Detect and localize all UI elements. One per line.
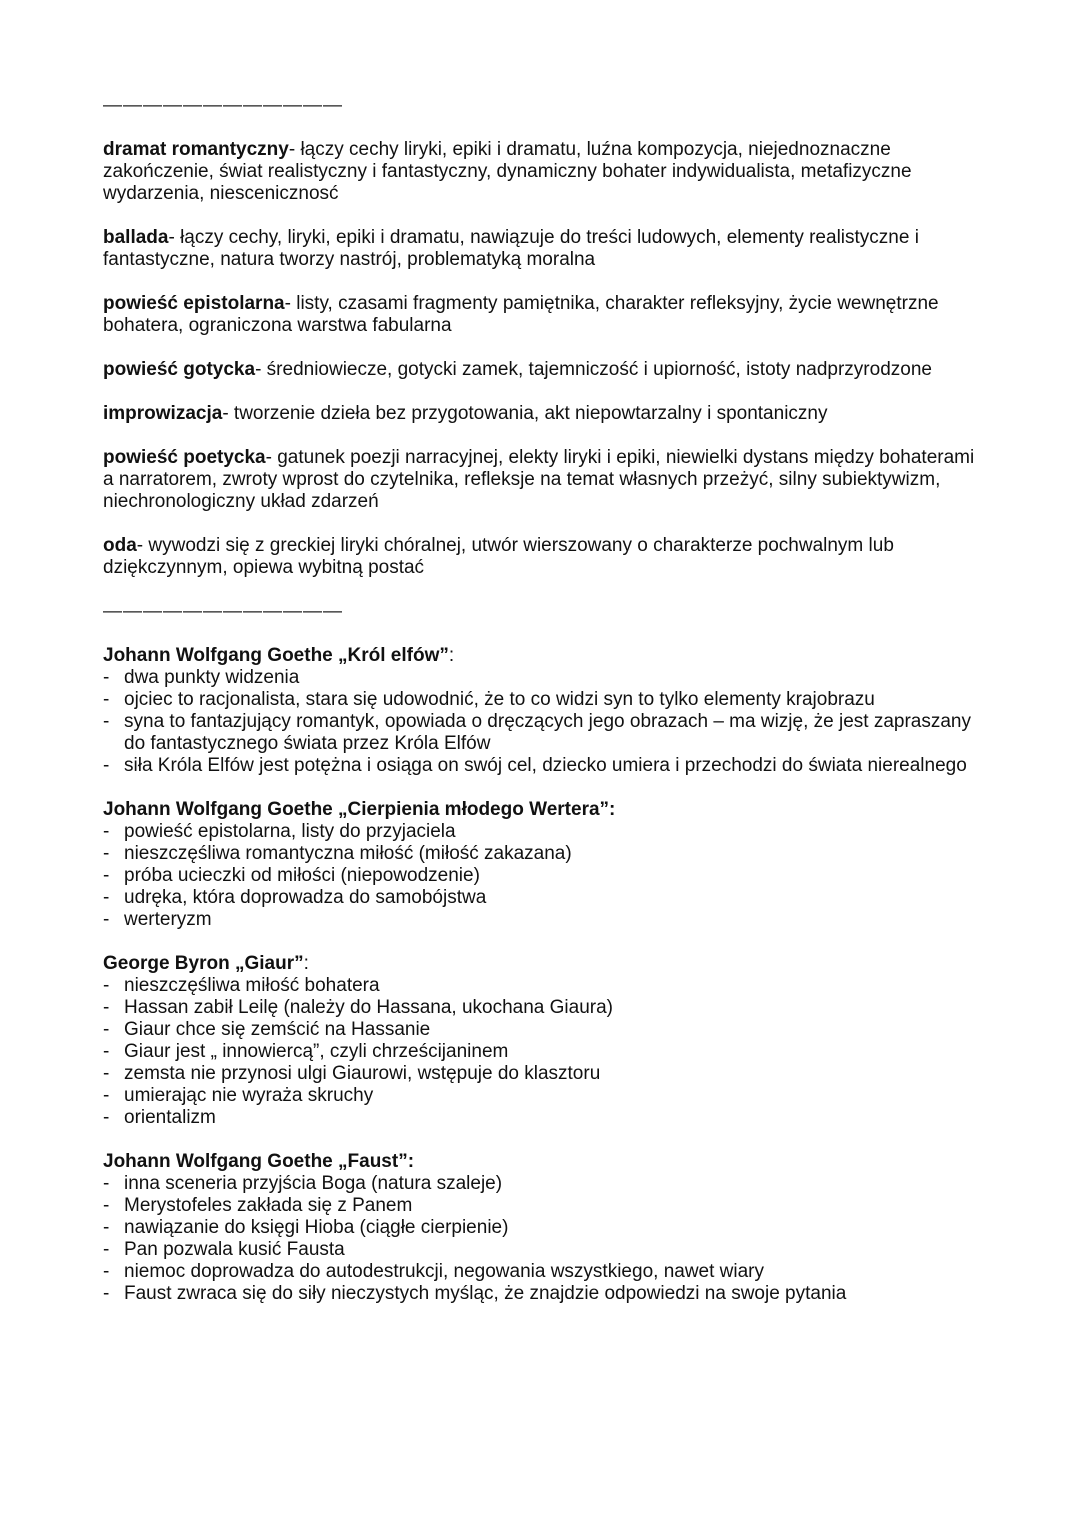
list-item-text: powieść epistolarna, listy do przyjaciela bbox=[124, 821, 456, 842]
dash-bullet: - bbox=[103, 997, 110, 1018]
list-item-text: próba ucieczki od miłości (niepowodzenie) bbox=[124, 865, 480, 886]
list-item bbox=[103, 821, 983, 843]
definition-text: - tworzenie dzieła bez przygotowania, akt niepowtarzalny i spontaniczny bbox=[222, 403, 828, 424]
works-section bbox=[103, 645, 983, 1305]
work-title-colon: : bbox=[303, 953, 309, 974]
work-block bbox=[103, 953, 983, 1129]
list-item bbox=[103, 1217, 983, 1239]
dash-bullet: - bbox=[103, 755, 110, 776]
list-item-text: Faust zwraca się do siły nieczystych myśląc, że znajdzie odpowiedzi na swoje pytania bbox=[124, 1283, 847, 1304]
definition-paragraph bbox=[103, 359, 983, 381]
list-item-text: Hassan zabił Leilę (należy do Hassana, ukochana Giaura) bbox=[124, 997, 613, 1018]
definition-term: powieść gotycka bbox=[103, 359, 256, 380]
definitions-section bbox=[103, 139, 983, 579]
list-item bbox=[103, 843, 983, 865]
definition-term: powieść epistolarna bbox=[103, 293, 285, 314]
definition-text: - łączy cechy liryki, epiki i dramatu, luźna kompozycja, niejednoznaczne zakończenie, świat realistyczny i fantastyczny, dynamiczny bohater indywidualista, metafizyczne wydarzenia, niescenicznosć bbox=[103, 139, 912, 204]
definition-text: - wywodzi się z greckiej liryki chóralnej, utwór wierszowany o charakterze pochwalnym lub dziękczynnym, opiewa wybitną postać bbox=[103, 535, 894, 578]
definition-term: improwizacja bbox=[103, 403, 223, 424]
divider-top: ———————————— bbox=[103, 95, 343, 116]
list-item-text: Pan pozwala kusić Fausta bbox=[124, 1239, 345, 1260]
dash-bullet: - bbox=[103, 689, 110, 710]
list-item bbox=[103, 667, 983, 689]
list-item-text: niemoc doprowadza do autodestrukcji, negowania wszystkiego, nawet wiary bbox=[124, 1261, 765, 1282]
work-points-list bbox=[103, 1173, 983, 1305]
definition-paragraph bbox=[103, 535, 983, 579]
list-item bbox=[103, 1173, 983, 1195]
dash-bullet: - bbox=[103, 667, 110, 688]
list-item-text: umierając nie wyraża skruchy bbox=[124, 1085, 374, 1106]
work-points-list bbox=[103, 667, 983, 777]
dash-bullet: - bbox=[103, 1063, 110, 1084]
dash-bullet: - bbox=[103, 887, 110, 908]
dash-bullet: - bbox=[103, 1107, 110, 1128]
definition-term: powieść poetycka bbox=[103, 447, 266, 468]
list-item-text: ojciec to racjonalista, stara się udowodnić, że to co widzi syn to tylko elementy krajobrazu bbox=[124, 689, 875, 710]
work-title bbox=[103, 645, 983, 667]
work-block bbox=[103, 645, 983, 777]
dash-bullet: - bbox=[103, 1173, 110, 1194]
list-item bbox=[103, 1107, 983, 1129]
dash-bullet: - bbox=[103, 821, 110, 842]
list-item-text: Giaur jest „ innowiercą”, czyli chrześcijaninem bbox=[124, 1041, 509, 1062]
list-item bbox=[103, 1283, 983, 1305]
list-item bbox=[103, 711, 983, 755]
dash-bullet: - bbox=[103, 1283, 110, 1304]
work-title-text: Johann Wolfgang Goethe „Król elfów” bbox=[103, 645, 449, 666]
list-item bbox=[103, 1195, 983, 1217]
list-item bbox=[103, 755, 983, 777]
list-item bbox=[103, 909, 983, 931]
definition-paragraph bbox=[103, 293, 983, 337]
spacer bbox=[103, 623, 983, 645]
work-title bbox=[103, 1151, 983, 1173]
work-block bbox=[103, 1151, 983, 1305]
list-item bbox=[103, 975, 983, 997]
spacer bbox=[103, 117, 983, 139]
list-item-text: nieszczęśliwa miłość bohatera bbox=[124, 975, 380, 996]
list-item bbox=[103, 997, 983, 1019]
dash-bullet: - bbox=[103, 843, 110, 864]
definition-term: dramat romantyczny bbox=[103, 139, 289, 160]
dash-bullet: - bbox=[103, 1217, 110, 1238]
dash-bullet: - bbox=[103, 1041, 110, 1062]
work-title-text: Johann Wolfgang Goethe „Faust”: bbox=[103, 1151, 415, 1172]
list-item-text: orientalizm bbox=[124, 1107, 216, 1128]
divider-bottom: ———————————— bbox=[103, 601, 343, 622]
list-item-text: Merystofeles zakłada się z Panem bbox=[124, 1195, 413, 1216]
list-item-text: werteryzm bbox=[124, 909, 212, 930]
work-title bbox=[103, 953, 983, 975]
list-item bbox=[103, 689, 983, 711]
work-title bbox=[103, 799, 983, 821]
work-title-text: George Byron „Giaur” bbox=[103, 953, 304, 974]
definition-text: - gatunek poezji narracyjnej, elekty liryki i epiki, niewielki dystans między bohaterami a narratorem, zwroty wprost do czytelnika, refleksje na temat własnych przeżyć, silny subiektywizm, niechronologiczny układ zdarzeń bbox=[103, 447, 975, 512]
dash-bullet: - bbox=[103, 909, 110, 930]
dash-bullet: - bbox=[103, 975, 110, 996]
definition-paragraph bbox=[103, 403, 983, 425]
definition-text: - listy, czasami fragmenty pamiętnika, charakter refleksyjny, życie wewnętrzne bohatera, ograniczona warstwa fabularna bbox=[103, 293, 939, 336]
list-item-text: nieszczęśliwa romantyczna miłość (miłość zakazana) bbox=[124, 843, 572, 864]
list-item bbox=[103, 865, 983, 887]
definition-paragraph bbox=[103, 227, 983, 271]
dash-bullet: - bbox=[103, 1239, 110, 1260]
definition-text: - średniowiecze, gotycki zamek, tajemniczość i upiorność, istoty nadprzyrodzone bbox=[255, 359, 932, 380]
dash-bullet: - bbox=[103, 1085, 110, 1106]
list-item bbox=[103, 1085, 983, 1107]
list-item bbox=[103, 887, 983, 909]
list-item bbox=[103, 1019, 983, 1041]
definition-term: ballada bbox=[103, 227, 169, 248]
list-item bbox=[103, 1261, 983, 1283]
definition-term: oda bbox=[103, 535, 137, 556]
work-points-list bbox=[103, 821, 983, 931]
list-item-text: siła Króla Elfów jest potężna i osiąga on swój cel, dziecko umiera i przechodzi do świata nierealnego bbox=[124, 755, 967, 776]
list-item bbox=[103, 1239, 983, 1261]
list-item-text: zemsta nie przynosi ulgi Giaurowi, wstępuje do klasztoru bbox=[124, 1063, 601, 1084]
list-item-text: udręka, która doprowadza do samobójstwa bbox=[124, 887, 487, 908]
definition-paragraph bbox=[103, 447, 983, 513]
dash-bullet: - bbox=[103, 1019, 110, 1040]
definition-text: - łączy cechy, liryki, epiki i dramatu, nawiązuje do treści ludowych, elementy realistyczne i fantastyczne, natura tworzy nastrój, problematyką moralna bbox=[103, 227, 919, 270]
list-item bbox=[103, 1041, 983, 1063]
work-block bbox=[103, 799, 983, 931]
list-item-text: inna sceneria przyjścia Boga (natura szaleje) bbox=[124, 1173, 503, 1194]
document-page bbox=[103, 95, 983, 1327]
work-title-colon: : bbox=[448, 645, 455, 666]
list-item-text: syna to fantazjujący romantyk, opowiada o dręczących jego obrazach – ma wizję, że jest zapraszany do fantastycznego świata przez Króla Elfów bbox=[124, 711, 971, 754]
list-item-text: dwa punkty widzenia bbox=[124, 667, 300, 688]
work-title-text: Johann Wolfgang Goethe „Cierpienia młodego Wertera”: bbox=[103, 799, 616, 820]
work-points-list bbox=[103, 975, 983, 1129]
list-item-text: Giaur chce się zemścić na Hassanie bbox=[124, 1019, 431, 1040]
dash-bullet: - bbox=[103, 865, 110, 886]
dash-bullet: - bbox=[103, 1261, 110, 1282]
dash-bullet: - bbox=[103, 1195, 110, 1216]
definition-paragraph bbox=[103, 139, 983, 205]
list-item bbox=[103, 1063, 983, 1085]
list-item-text: nawiązanie do księgi Hioba (ciągłe cierpienie) bbox=[124, 1217, 509, 1238]
dash-bullet: - bbox=[103, 711, 110, 732]
